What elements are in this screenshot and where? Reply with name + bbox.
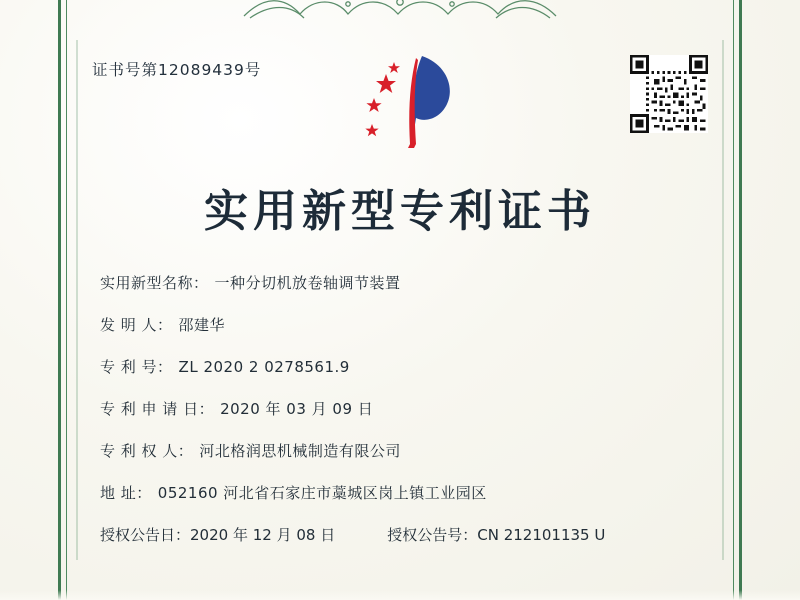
ornament-scroll-icon xyxy=(240,0,560,20)
field-row-inventor xyxy=(100,314,700,335)
field-value: 一种分切机放卷轴调节装置 xyxy=(214,274,401,292)
page-title: 实用新型专利证书 xyxy=(204,186,596,237)
field-row-address xyxy=(100,482,700,503)
certificate-fields xyxy=(100,272,700,545)
field-row-grant-info xyxy=(100,524,700,545)
field-row-application-date xyxy=(100,398,700,419)
field-value: 邵建华 xyxy=(178,316,226,334)
field-value: 河北格润思机械制造有限公司 xyxy=(199,442,401,460)
field-label: 发 明 人： xyxy=(100,316,173,334)
field-label: 专 利 申 请 日： xyxy=(100,400,215,418)
field-value: ZL 2020 2 0278561.9 xyxy=(178,358,350,376)
field-label: 专 利 号： xyxy=(100,358,173,376)
field-label: 地 址： xyxy=(100,484,152,502)
certificate-number: 证书号第12089439号 xyxy=(92,61,262,79)
ornament-right-icon xyxy=(718,40,728,560)
grant-date-value: 2020 年 12 月 08 日 xyxy=(190,526,336,544)
field-row-utility-model-name xyxy=(100,272,700,293)
ornament-left-icon xyxy=(72,40,82,560)
grant-number-label: 授权公告号： xyxy=(387,526,478,544)
field-row-patentee xyxy=(100,440,700,461)
field-label: 实用新型名称： xyxy=(100,274,209,292)
field-row-patent-number xyxy=(100,356,700,377)
grant-date-label: 授权公告日： xyxy=(100,526,191,544)
grant-number-value: CN 212101135 U xyxy=(477,526,606,544)
field-value: 2020 年 03 月 09 日 xyxy=(220,400,374,418)
field-label: 专 利 权 人： xyxy=(100,442,194,460)
field-value: 052160 河北省石家庄市藁城区岗上镇工业园区 xyxy=(157,484,487,502)
qr-code-icon xyxy=(630,55,708,133)
page-bottom-fade xyxy=(0,590,800,600)
cnipa-logo-icon xyxy=(350,48,470,158)
